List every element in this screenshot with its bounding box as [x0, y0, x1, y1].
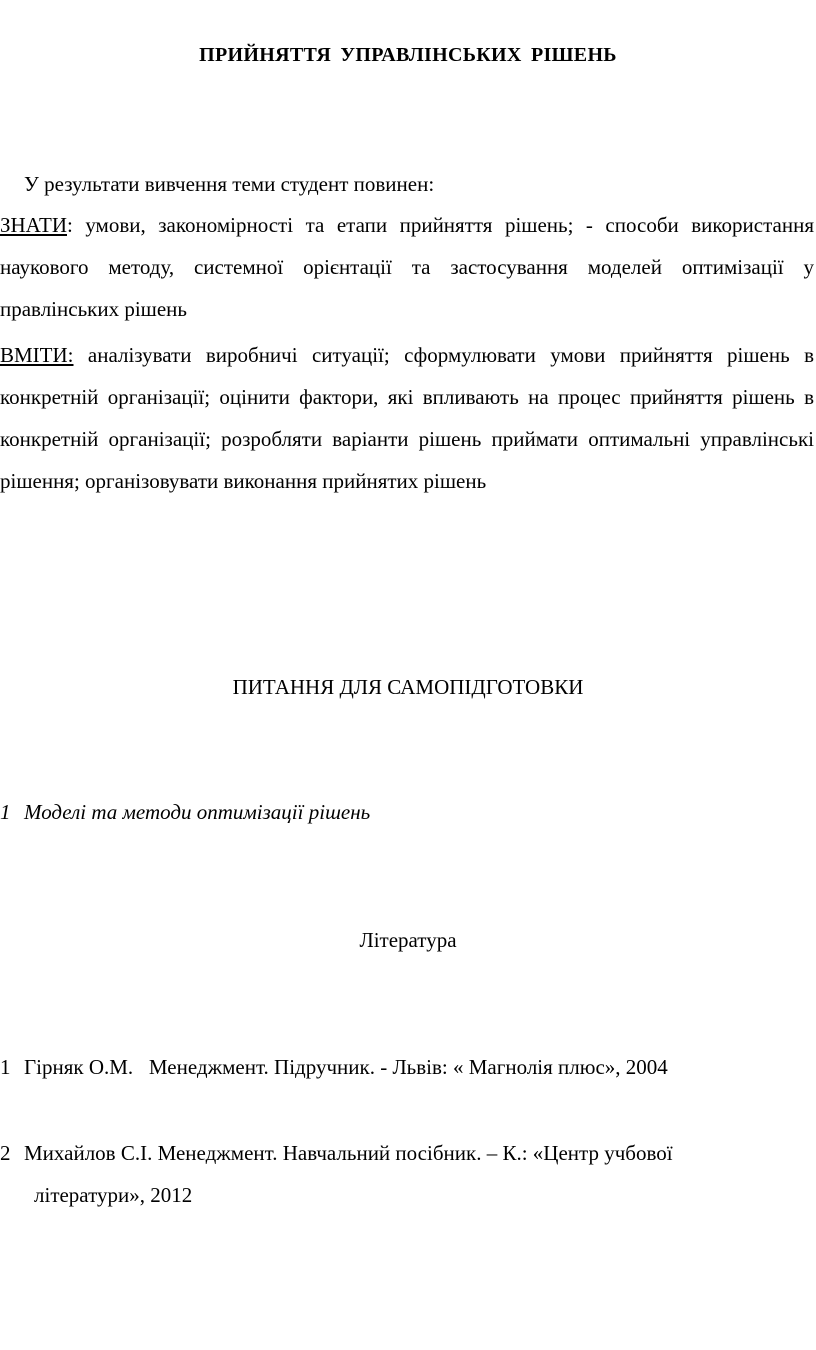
skills-label: ВМІТИ:: [0, 343, 74, 367]
know-paragraph: [0, 204, 814, 330]
question-item: [0, 800, 370, 825]
skills-paragraph: [0, 334, 814, 502]
reference-text: Гірняк О.М. Менеджмент. Підручник. - Львів: « Магнолія плюс», 2004: [24, 1055, 668, 1079]
reference-text: Михайлов С.І. Менеджмент. Навчальний посібник. – К.: «Центр учбової: [24, 1141, 673, 1165]
know-text: : умови, закономірності та етапи прийняття рішень; - способи використання наукового методу, системної орієнтації та застосування моделей оптимізації у правлінських рішень: [0, 213, 814, 321]
reference-number: 2: [0, 1141, 11, 1165]
intro-text: У результати вивчення теми студент повинен:: [24, 172, 435, 196]
self-study-heading: ПИТАННЯ ДЛЯ САМОПІДГОТОВКИ: [232, 675, 584, 699]
know-label: ЗНАТИ: [0, 213, 67, 237]
question-number: 1: [0, 800, 11, 824]
reference-number: 1: [0, 1055, 11, 1079]
reference-item: [0, 1132, 673, 1216]
question-text: Моделі та методи оптимізації рішень: [24, 800, 371, 824]
reference-text-continuation: літератури», 2012: [34, 1183, 193, 1207]
page-title: ПРИЙНЯТТЯ УПРАВЛІНСЬКИХ РІШЕНЬ: [199, 44, 617, 66]
literature-heading: Література: [359, 928, 457, 952]
skills-text: аналізувати виробничі ситуації; сформулювати умови прийняття рішень в конкретній організації; оцінити фактори, які впливають на процес прийняття рішень в конкретній організації; розробляти варіанти рішень приймати оптимальні управлінські рішення; організовувати виконання прийнятих рішень: [0, 343, 814, 493]
reference-item: [0, 1046, 668, 1088]
